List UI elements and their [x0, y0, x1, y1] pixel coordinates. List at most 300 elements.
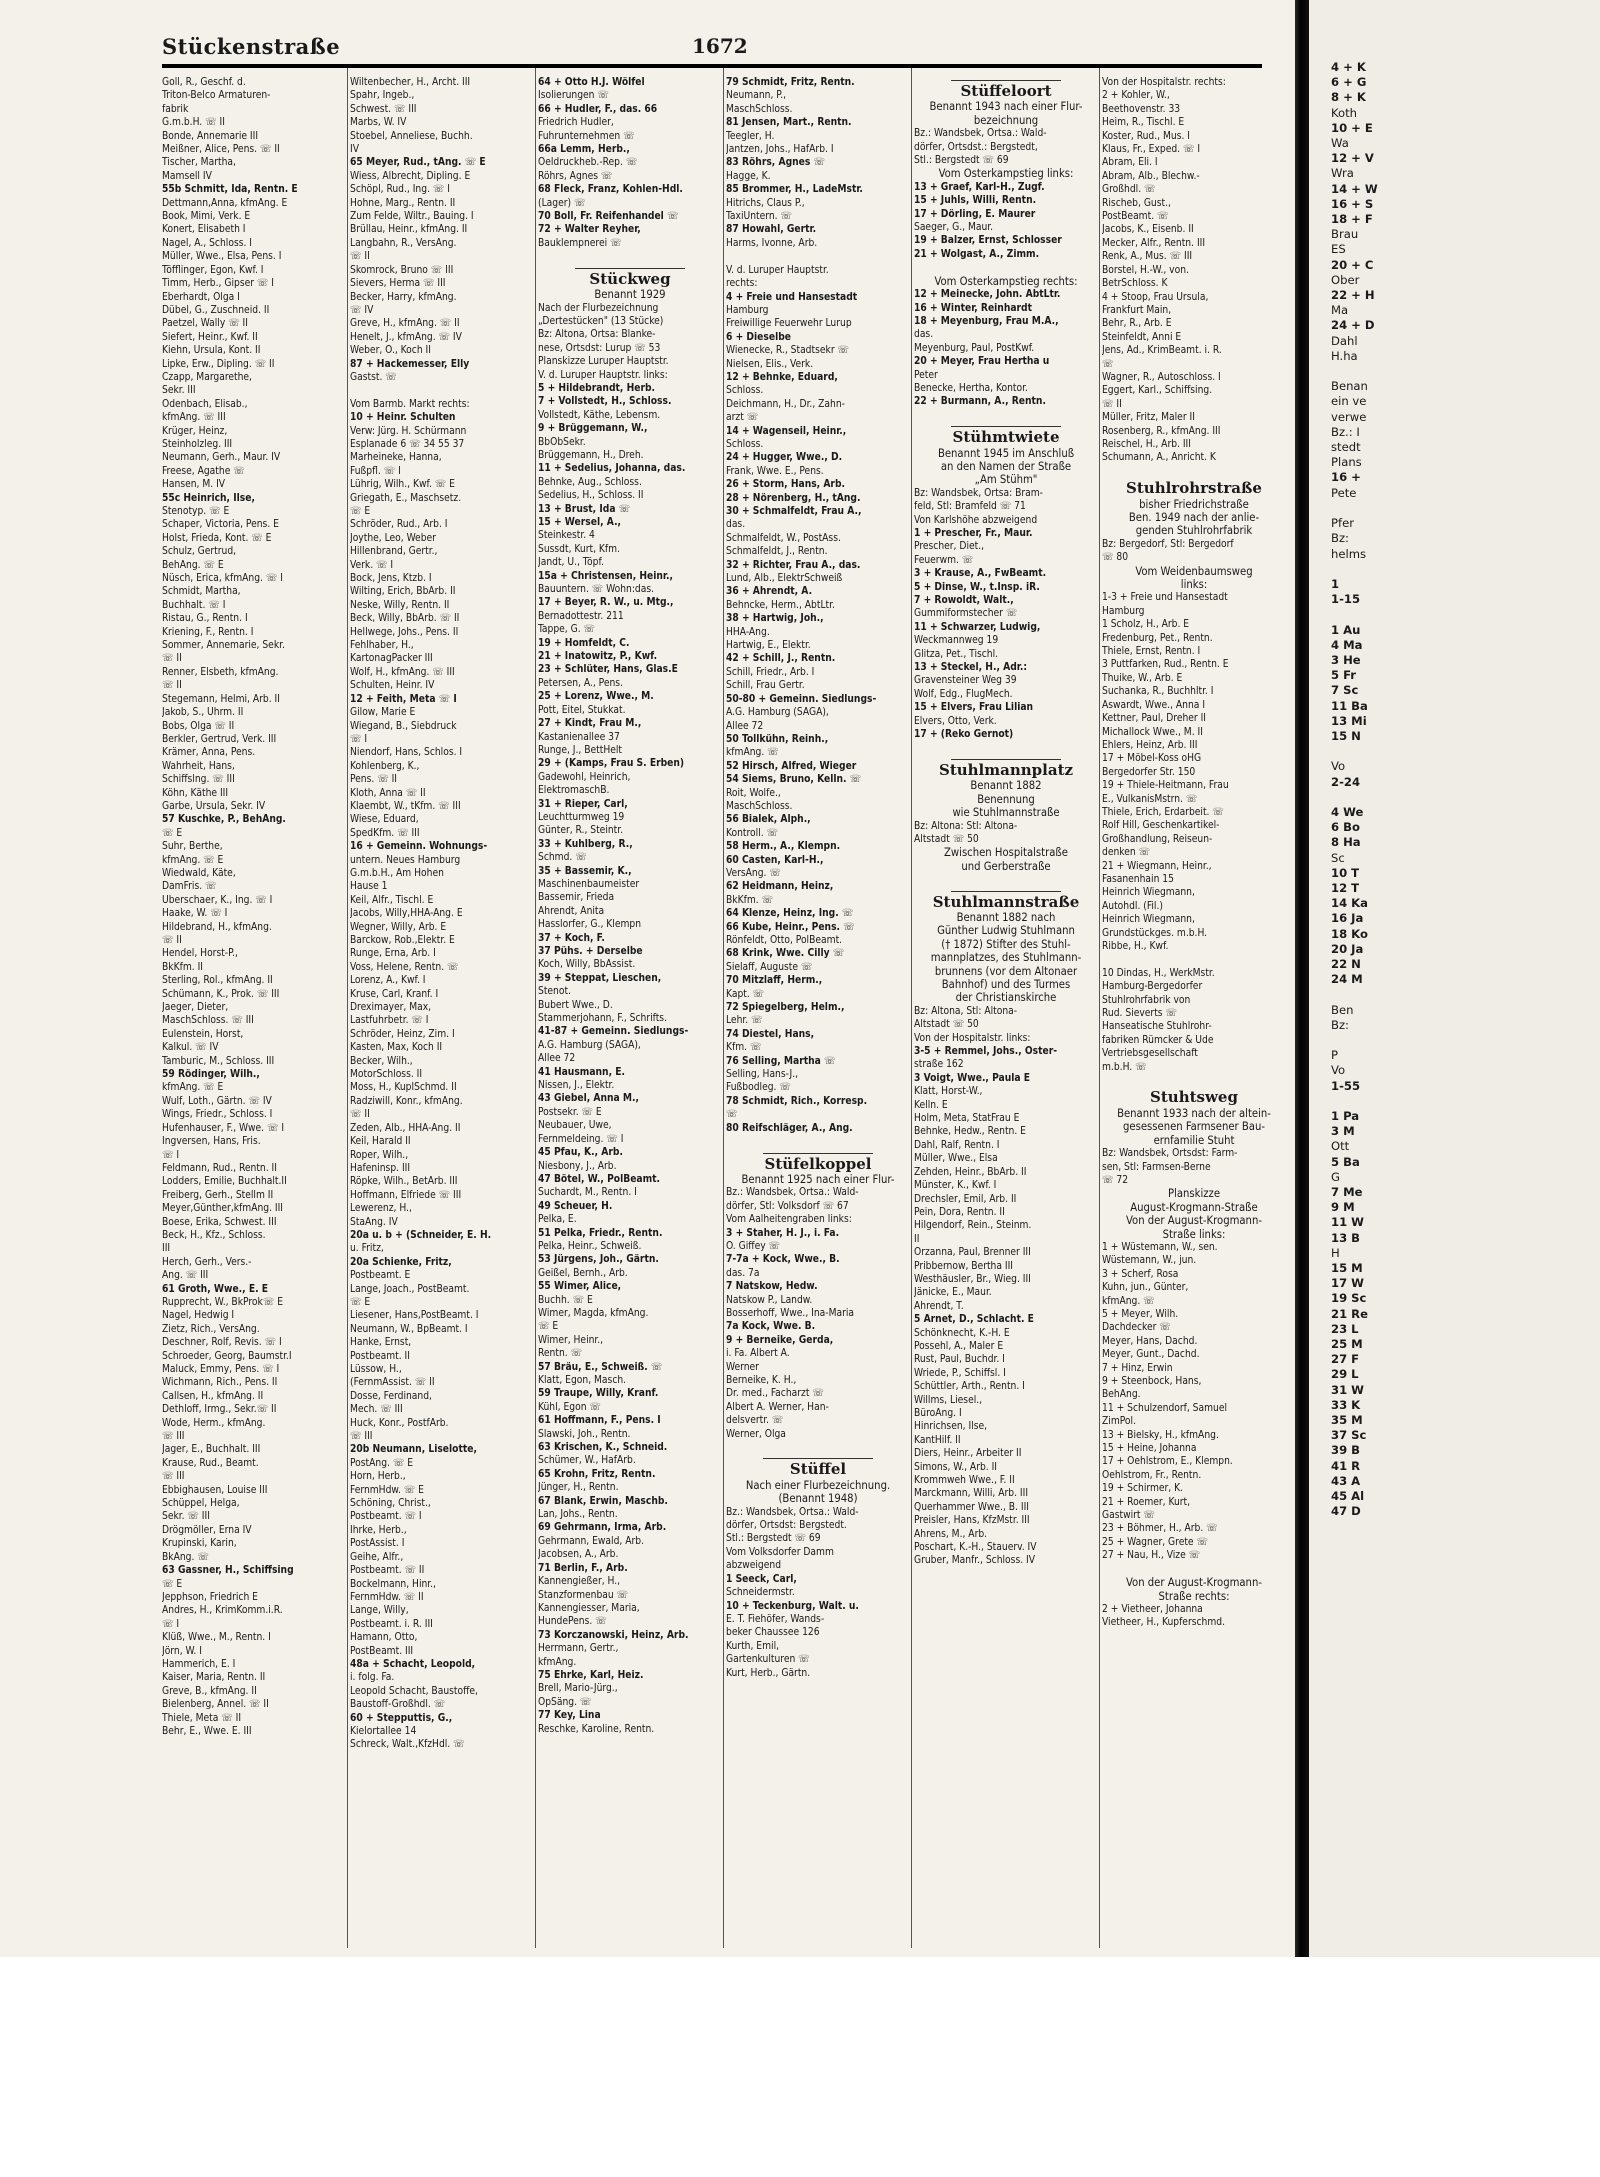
directory-entry: Suchanka, R., Buchhltr. I	[1102, 686, 1214, 698]
directory-entry: 63 Gassner, H., Schiffsing	[162, 1565, 294, 1577]
directory-entry: Jänicke, E., Maur.	[914, 1287, 992, 1299]
directory-entry: 1 Pa	[1331, 1109, 1360, 1124]
column-divider	[723, 68, 724, 1948]
directory-entry: 31 W	[1331, 1382, 1364, 1397]
directory-entry: III	[162, 1243, 171, 1255]
directory-entry: VersAng. ☏	[726, 867, 781, 879]
directory-entry: Bz: Altona, Ortsa: Blanke-	[538, 329, 656, 341]
directory-entry: 72 + Walter Reyher,	[538, 224, 641, 236]
directory-entry: 9 + Berneike, Gerda,	[726, 1334, 834, 1346]
directory-entry: Fußbodleg. ☏	[726, 1082, 791, 1094]
directory-entry: Saeger, G., Maur.	[914, 222, 994, 234]
directory-entry: 39 + Steppat, Lieschen,	[538, 972, 662, 984]
directory-entry: Hagge, K.	[726, 170, 771, 182]
directory-entry: Wüstemann, W., jun.	[1102, 1255, 1197, 1267]
directory-entry: Klatt, Horst-W.,	[914, 1086, 983, 1098]
directory-column-5	[914, 76, 1098, 1956]
directory-entry: BkAng. ☏	[162, 1551, 209, 1563]
directory-entry: Sc	[1331, 850, 1345, 865]
directory-entry: E. T. Fiehöfer, Wands-	[726, 1613, 825, 1625]
directory-entry: Benecke, Hertha, Kontor.	[914, 382, 1028, 394]
directory-entry: (Lager) ☏	[538, 197, 586, 209]
directory-entry: Barckow, Rob.,Elektr. E	[350, 935, 455, 946]
directory-entry: 2 + Kohler, W.,	[1102, 90, 1170, 102]
directory-entry: 21 + Roemer, Kurt,	[1102, 1496, 1191, 1508]
directory-entry: Jacobs, K., Eisenb. II	[1102, 224, 1194, 236]
directory-entry: Hamburg	[726, 304, 769, 316]
street-note: gesessenen Farmsener Bau-	[1123, 1120, 1265, 1134]
directory-entry: Hellwege, Johs., Pens. II	[350, 626, 459, 638]
directory-entry: Rolf Hill, Geschenkartikel-	[1102, 820, 1220, 832]
directory-entry: 3 + Staher, H. J., i. Fa.	[726, 1227, 840, 1239]
directory-entry: Deschner, Rolf, Revis. ☏ I	[162, 1337, 282, 1349]
directory-entry: Neumann, P.,	[726, 90, 787, 102]
directory-entry: Schulten, Heinr. IV	[350, 680, 435, 692]
directory-entry: Hilgendorf, Rein., Steinm.	[914, 1220, 1032, 1232]
column-divider	[1099, 68, 1100, 1948]
directory-entry: verwe	[1331, 409, 1367, 424]
directory-entry: Pens. ☏ II	[350, 774, 397, 786]
directory-entry: Rosenberg, R., kfmAng. III	[1102, 425, 1221, 437]
directory-entry: Kapt. ☏	[726, 988, 765, 1000]
directory-entry: Skomrock, Bruno ☏ III	[350, 264, 454, 276]
directory-entry: Simons, W., Arb. II	[914, 1461, 998, 1473]
spacer	[914, 742, 1098, 755]
directory-entry: StaAng. IV	[350, 1216, 398, 1228]
directory-entry: kfmAng. ☏ E	[162, 1082, 224, 1094]
directory-entry: Triton-Belco Armaturen-	[162, 90, 271, 102]
directory-entry: Hamburg-Bergedorfer	[1102, 981, 1203, 993]
directory-entry: Schmd. ☏	[538, 852, 587, 864]
directory-entry: Willms, Liesel.,	[914, 1394, 983, 1406]
directory-entry: 5 + Dinse, W., t.Insp. iR.	[914, 581, 1040, 593]
directory-entry: Liesener, Hans,PostBeamt. I	[350, 1310, 479, 1322]
facing-page	[1309, 0, 1600, 1957]
directory-entry: Schöning, Christ.,	[350, 1498, 431, 1510]
street-note: Vom Osterkampstieg links:	[938, 167, 1074, 181]
directory-entry: Beck, Willy, BbArb. ☏ II	[350, 613, 460, 625]
street-heading: Stüfelkoppel	[764, 1154, 872, 1173]
directory-entry: Gartenkulturen ☏	[726, 1654, 810, 1666]
directory-entry: Rud. Sieverts ☏	[1102, 1008, 1177, 1020]
directory-entry: stedt	[1331, 440, 1361, 455]
directory-entry: das.	[726, 519, 746, 531]
directory-entry: Gummiformstecher ☏	[914, 608, 1018, 620]
facing-page-column	[1331, 60, 1378, 1520]
directory-entry: 4 We	[1331, 804, 1364, 819]
directory-entry: Sterling, Rol., kfmAng. II	[162, 975, 273, 987]
directory-entry: Ehlers, Heinz, Arb. III	[1102, 739, 1198, 751]
street-heading: Stückweg	[589, 269, 671, 288]
directory-entry: ☏ III	[162, 1471, 185, 1483]
street-note: bezeichnung	[973, 113, 1039, 127]
directory-entry: 14 + W	[1331, 181, 1378, 196]
directory-entry: Meyer, Gunt., Dachd.	[1102, 1349, 1200, 1361]
directory-entry: 87 Howahl, Gertr.	[726, 224, 817, 236]
directory-entry: 66a Lemm, Herb.,	[538, 144, 630, 156]
section-rule	[763, 1153, 873, 1154]
directory-entry: Reischel, H., Arb. III	[1102, 438, 1191, 450]
column-divider	[911, 68, 912, 1948]
directory-entry: Weber, O., Koch II	[350, 345, 431, 357]
directory-entry: Postbeamt. ☏ I	[350, 1511, 422, 1523]
directory-entry: 11 W	[1331, 1215, 1364, 1230]
directory-entry: 15 + Wersel, A.,	[538, 517, 622, 528]
directory-entry: BetrSchloss. K	[1102, 278, 1168, 290]
directory-entry: Kettner, Paul, Dreher II	[1102, 713, 1206, 725]
directory-entry: Kasten, Max, Koch II	[350, 1042, 443, 1054]
directory-entry: 87 + Hackemesser, Elly	[350, 358, 470, 370]
directory-entry: Ober	[1331, 272, 1360, 287]
directory-entry: Odenbach, Elisab.,	[162, 398, 248, 410]
directory-entry: Verw: Jürg. H. Schürmann	[350, 425, 467, 437]
street-heading: Stuhlmannstraße	[932, 892, 1080, 911]
directory-entry: Gastst. ☏	[350, 371, 397, 383]
directory-entry: Possehl, A., Maler E	[914, 1340, 1004, 1352]
directory-entry: Stuhlrohrfabrik von	[1102, 994, 1191, 1006]
directory-entry: Thuike, W., Arb. E	[1102, 672, 1183, 684]
directory-entry: Rentn. ☏	[538, 1348, 583, 1360]
directory-entry: das. 7a	[726, 1267, 760, 1279]
street-note: Straße rechts:	[1158, 1589, 1230, 1603]
directory-entry: 21 + Inatowitz, P., Kwf.	[538, 651, 658, 663]
directory-entry: Jantzen, Johs., HafArb. I	[726, 144, 834, 156]
directory-entry: Buchhalt. ☏ I	[162, 599, 226, 611]
directory-entry: Wegner, Willy, Arb. E	[350, 921, 447, 933]
directory-entry: 22 + H	[1331, 288, 1375, 303]
directory-entry: Rust, Paul, Buchdr. I	[914, 1354, 1005, 1366]
directory-entry: Müller, Wwe., Elsa, Pens. I	[162, 251, 282, 263]
directory-entry: rechts:	[726, 278, 758, 290]
directory-entry: helms	[1331, 546, 1367, 561]
directory-entry: ☏ E	[350, 506, 371, 517]
directory-entry: Lipke, Erw., Dipling. ☏ II	[162, 358, 275, 370]
directory-entry: MaschSchloss.	[726, 103, 793, 115]
directory-entry: Kalkul. ☏ IV	[162, 1042, 219, 1054]
directory-entry: Heim, R., Tischl. E	[1102, 117, 1185, 129]
directory-entry: Freiwillige Feuerwehr Lurup	[726, 318, 852, 330]
directory-entry: 42 + Schill, J., Rentn.	[726, 653, 836, 665]
directory-entry: Vollstedt, Käthe, Lebensm.	[538, 409, 661, 421]
directory-entry: 56 Bialek, Alph.,	[726, 814, 811, 826]
directory-entry: Wra	[1331, 166, 1354, 181]
directory-entry: Gruber, Manfr., Schloss. IV	[914, 1555, 1036, 1567]
directory-entry: Schümer, W., HafArb.	[538, 1455, 636, 1467]
directory-entry: Schumann, A., Anricht. K	[1102, 452, 1216, 464]
spacer	[350, 384, 534, 397]
directory-entry: Boese, Erika, Schwest. III	[162, 1216, 277, 1228]
directory-entry: Steinholzleg. III	[162, 438, 233, 450]
directory-entry: ☏ II	[350, 251, 370, 263]
spacer	[1102, 1563, 1286, 1576]
directory-entry: Roit, Wolfe.,	[726, 787, 781, 799]
directory-entry: 72 Spiegelberg, Helm.,	[726, 1002, 845, 1014]
directory-entry: Eggert, Karl., Schiffsing.	[1102, 385, 1213, 397]
directory-entry: 59 Rödinger, Wilh.,	[162, 1069, 260, 1081]
directory-entry: 4 + Freie und Hansestadt	[726, 291, 858, 303]
directory-entry: Schulz, Gertrud,	[162, 546, 237, 558]
directory-entry: 3 Voigt, Wwe., Paula E	[914, 1072, 1031, 1084]
directory-entry: Elvers, Otto, Verk.	[914, 715, 997, 727]
directory-entry: ES	[1331, 242, 1346, 257]
directory-entry: Schwest. ☏ III	[350, 103, 417, 115]
directory-entry: Pein, Dora, Rentn. II	[914, 1206, 1005, 1218]
directory-entry: Querhammer Wwe., B. III	[914, 1501, 1029, 1513]
directory-entry: Wa	[1331, 136, 1349, 151]
directory-entry: Bz.: I	[1331, 424, 1360, 439]
directory-entry: 32 + Richter, Frau A., das.	[726, 559, 861, 571]
directory-entry: 67 Blank, Erwin, Maschb.	[538, 1495, 668, 1507]
street-note: Benannt 1943 nach einer Flur-	[929, 100, 1083, 114]
directory-entry: Bubert Wwe., D.	[538, 999, 613, 1011]
directory-entry: 23 + Böhmer, H., Arb. ☏	[1102, 1523, 1218, 1535]
street-note: Vom Weidenbaumsweg	[1135, 564, 1253, 578]
street-note: der Christianskirche	[955, 991, 1057, 1005]
directory-entry: PostAng. ☏ E	[350, 1457, 414, 1469]
directory-entry: Tischer, Martha,	[162, 157, 236, 169]
directory-entry: 74 Diestel, Hans,	[726, 1028, 815, 1040]
directory-entry: Greve, H., kfmAng. ☏ II	[350, 318, 460, 330]
directory-entry: Ingversen, Hans, Fris.	[162, 1136, 261, 1148]
directory-entry: Spahr, Ingeb.,	[350, 90, 415, 102]
directory-entry: Bz: Bergedorf, Stl: Bergedorf	[1102, 538, 1234, 550]
directory-entry: Siefert, Heinr., Kwf. II	[162, 331, 258, 343]
directory-entry: Czapp, Margarethe,	[162, 371, 252, 383]
directory-entry: Schüttler, Arth., Rentn. I	[914, 1381, 1025, 1393]
directory-entry: 68 Krink, Wwe. Cilly ☏	[726, 948, 845, 960]
directory-entry: Hammerich, E. I	[162, 1658, 236, 1670]
directory-entry: Hause 1	[350, 881, 388, 893]
directory-entry: 1 Au	[1331, 622, 1361, 637]
directory-entry: G	[1331, 1169, 1340, 1184]
street-note: Benannt 1925 nach einer Flur-	[741, 1172, 895, 1186]
directory-entry: Harms, Ivonne, Arb.	[726, 237, 818, 249]
directory-entry: Ebbighausen, Louise III	[162, 1484, 268, 1496]
directory-entry: FernmHdw. ☏ II	[350, 1591, 424, 1603]
directory-entry: i. Fa. Albert A.	[726, 1348, 790, 1360]
spacer	[1331, 607, 1378, 622]
header-rule	[162, 64, 1262, 68]
directory-entry: Diers, Heinr., Arbeiter II	[914, 1448, 1022, 1460]
directory-column-6-hidden	[1102, 76, 1286, 1956]
directory-entry: KartonagPacker III	[350, 653, 433, 665]
directory-entry: Herch, Gerh., Vers.-	[162, 1256, 252, 1268]
directory-entry: ☏ II	[350, 1109, 370, 1121]
spacer	[1331, 562, 1378, 577]
directory-entry: Radziwill, Konr., kfmAng.	[350, 1095, 463, 1107]
directory-entry: Horn, Herb.,	[350, 1471, 406, 1483]
directory-entry: Sussdt, Kurt, Kfm.	[538, 543, 620, 555]
directory-entry: 11 Ba	[1331, 698, 1368, 713]
directory-entry: Jacobsen, A., Arb.	[538, 1549, 619, 1561]
directory-entry: 19 + Thiele-Heitmann, Frau	[1102, 780, 1229, 792]
directory-entry: Kannengießer, H.,	[538, 1576, 621, 1588]
street-heading: Stüffeloort	[960, 82, 1052, 100]
directory-entry: 65 Meyer, Rud., tAng. ☏ E	[350, 157, 486, 169]
directory-entry: Sekr. ☏ III	[162, 1511, 210, 1523]
directory-entry: Eberhardt, Olga I	[162, 291, 240, 303]
directory-entry: 16 + S	[1331, 196, 1374, 211]
directory-entry: 20b Neumann, Liselotte,	[350, 1444, 477, 1456]
directory-entry: 9 + Steenbock, Hans,	[1102, 1376, 1202, 1387]
directory-entry: Schloss.	[726, 438, 764, 450]
directory-entry: HundePens. ☏	[538, 1616, 607, 1628]
spacer	[1331, 501, 1378, 516]
directory-entry: Pfer	[1331, 516, 1354, 531]
directory-entry: Meißner, Alice, Pens. ☏ II	[162, 144, 280, 156]
directory-entry: 62 Heidmann, Heinz,	[726, 881, 834, 893]
directory-entry: Hanke, Ernst,	[350, 1337, 412, 1349]
directory-entry: Heinrich Wiegmann,	[1102, 887, 1195, 899]
directory-entry: Michallock Wwe., M. II	[1102, 726, 1203, 738]
directory-entry: Herrmann, Gertr.,	[538, 1643, 619, 1655]
directory-entry: Lange, Joach., PostBeamt.	[350, 1283, 470, 1295]
directory-entry: Bz:	[1331, 531, 1349, 546]
directory-entry: 13 + Graef, Karl-H., Zugf.	[914, 181, 1045, 193]
directory-entry: Eulenstein, Horst,	[162, 1028, 244, 1040]
directory-entry: 52 Hirsch, Alfred, Wieger	[726, 760, 857, 772]
directory-entry: Nach der Flurbezeichnung	[538, 302, 659, 314]
directory-entry: Kruse, Carl, Kranf. I	[350, 988, 439, 1000]
directory-entry: Wienecke, R., Stadtsekr ☏	[726, 345, 849, 357]
directory-entry: 3 + Scherf, Rosa	[1102, 1268, 1179, 1280]
directory-entry: 78 Schmidt, Rich., Korresp.	[726, 1095, 868, 1107]
directory-entry: A.G. Hamburg (SAGA),	[538, 1039, 641, 1051]
directory-entry: Verk. ☏ I	[350, 559, 394, 571]
directory-entry: Bernadottestr. 211	[538, 610, 624, 622]
spacer	[1331, 1033, 1378, 1048]
directory-entry: Fußpfl. ☏ I	[350, 465, 401, 477]
directory-entry: Brüggemann, H., Dreh.	[538, 449, 644, 461]
directory-entry: Neumann, Gerh., Maur. IV	[162, 452, 281, 464]
directory-entry: Wiedwald, Käte,	[162, 867, 236, 879]
directory-entry: ZimPol.	[1102, 1416, 1136, 1428]
directory-entry: ☏ E	[162, 1578, 183, 1590]
street-note: „Am Stühm"	[974, 473, 1038, 487]
directory-entry: Großhandlung, Reiseun-	[1102, 833, 1213, 845]
spacer	[1331, 744, 1378, 759]
directory-entry: 11 + Schwarzer, Ludwig,	[914, 621, 1041, 633]
directory-entry: Lüssow, H.,	[350, 1364, 402, 1375]
directory-entry: Von der Hospitalstr. rechts:	[1102, 77, 1226, 88]
directory-entry: 14 Ka	[1331, 896, 1368, 911]
directory-entry: 10 + E	[1331, 120, 1373, 135]
spacer	[1331, 364, 1378, 379]
directory-entry: 29 L	[1331, 1367, 1359, 1382]
directory-entry: Nagel, Hedwig I	[162, 1310, 235, 1322]
street-note: († 1872) Stifter des Stuhl-	[941, 937, 1071, 951]
directory-entry: 85 Brommer, H., LadeMstr.	[726, 184, 863, 196]
directory-entry: 33 K	[1331, 1397, 1361, 1412]
directory-entry: dörfer, Ortsdst.: Bergstedt,	[914, 141, 1038, 153]
directory-entry: Voss, Helene, Rentn. ☏	[350, 961, 459, 973]
directory-entry: Vertriebsgesellschaft	[1102, 1048, 1198, 1060]
directory-entry: Fernmeldeing. ☏ I	[538, 1133, 624, 1145]
directory-entry: Bauuntern. ☏ Wohn:das.	[538, 584, 655, 596]
directory-entry: 9 + Brüggemann, W.,	[538, 423, 648, 435]
directory-entry: Vo	[1331, 759, 1346, 774]
directory-entry: Koch, Willy, BbAssist.	[538, 959, 636, 971]
directory-entry: Kriening, F., Rentn. I	[162, 626, 254, 638]
directory-entry: Mamsell IV	[162, 170, 212, 182]
directory-entry: Petersen, A., Pens.	[538, 677, 623, 689]
directory-entry: Zum Felde, Wiltr., Bauing. I	[350, 211, 474, 223]
page-number: 1672	[692, 34, 748, 58]
street-note: bisher Friedrichstraße	[1139, 497, 1249, 511]
directory-entry: MaschSchloss.	[726, 800, 793, 812]
directory-entry: 66 + Hudler, F., das. 66	[538, 103, 658, 115]
directory-entry: Feuerwm. ☏	[914, 554, 974, 566]
directory-entry: Schröder, Rud., Arb. I	[350, 519, 448, 531]
directory-entry: Buchh. ☏ E	[538, 1294, 593, 1306]
directory-entry: Aswardt, Wwe., Anna I	[1102, 699, 1206, 711]
directory-entry: Mecker, Alfr., Rentn. III	[1102, 237, 1206, 249]
directory-entry: BkKfm. II	[162, 961, 203, 973]
directory-entry: 13 Mi	[1331, 713, 1367, 728]
directory-entry: Renner, Elsbeth, kfmAng.	[162, 666, 279, 678]
directory-entry: 35 M	[1331, 1413, 1363, 1428]
directory-entry: kfmAng.	[538, 1656, 577, 1668]
directory-entry: Pelka, E.	[538, 1214, 577, 1226]
directory-entry: Grundstückges. m.b.H.	[1102, 927, 1208, 939]
directory-entry: 50-80 + Gemeinn. Siedlungs-	[726, 693, 877, 705]
directory-entry: Deichmann, H., Dr., Zahn-	[726, 398, 845, 410]
directory-entry: Slawski, Joh., Rentn.	[538, 1428, 631, 1440]
directory-entry: 17 + Möbel-Koss oHG	[1102, 753, 1202, 765]
directory-entry: Werner	[726, 1361, 759, 1373]
directory-entry: Behr, E., Wwe. E. III	[162, 1725, 252, 1737]
directory-entry: 19 + Balzer, Ernst, Schlosser	[914, 235, 1062, 247]
street-note: links:	[1180, 578, 1208, 592]
directory-entry: Suhr, Berthe,	[162, 841, 223, 853]
directory-entry: Gilow, Marie E	[350, 707, 416, 719]
directory-entry: Book, Mimi, Verk. E	[162, 211, 251, 223]
directory-entry: 21 + Wolgast, A., Zimm.	[914, 248, 1040, 260]
directory-entry: 15 + Heine, Johanna	[1102, 1443, 1197, 1455]
spacer	[538, 250, 722, 263]
directory-entry: Maluck, Emmy, Pens. ☏ I	[162, 1364, 280, 1375]
directory-entry: 73 Korczanowski, Heinz, Arb.	[538, 1629, 689, 1641]
directory-entry: Lodders, Emilie, Buchhalt.II	[162, 1176, 287, 1188]
directory-entry: 27 + Kindt, Frau M.,	[538, 718, 642, 730]
directory-entry: Rönfeldt, Otto, PolBeamt.	[726, 935, 843, 946]
directory-entry: Wilting, Erich, BbArb. II	[350, 586, 456, 598]
directory-entry: Zietz, Rich., VersAng.	[162, 1323, 260, 1335]
directory-entry: Niesbony, J., Arb.	[538, 1160, 617, 1172]
directory-entry: Stegemann, Helmi, Arb. II	[162, 693, 280, 705]
directory-entry: Jepphson, Friedrich E	[162, 1591, 258, 1603]
directory-entry: Kuhn, jun., Günter,	[1102, 1282, 1189, 1294]
directory-entry: Stammerjohann, F., Schrifts.	[538, 1013, 667, 1025]
directory-entry: Hanseatische Stuhlrohr-	[1102, 1021, 1212, 1033]
directory-entry: 15a + Christensen, Heinr.,	[538, 570, 673, 582]
directory-entry: 53 Jürgens, Joh., Gärtn.	[538, 1254, 659, 1266]
directory-entry: A.G. Hamburg (SAGA),	[726, 707, 829, 719]
directory-entry: V. d. Luruper Hauptstr. links:	[538, 369, 668, 381]
directory-entry: Neumann, W., BpBeamt. I	[350, 1323, 468, 1335]
directory-entry: Bergedorfer Str. 150	[1102, 766, 1196, 778]
directory-entry: 39 B	[1331, 1443, 1361, 1458]
directory-entry: Röhrs, Agnes ☏	[538, 170, 613, 182]
directory-entry: Krämer, Anna, Pens.	[162, 747, 256, 759]
directory-entry: Kontroll. ☏	[726, 827, 779, 839]
directory-entry: Berkler, Gertrud, Verk. III	[162, 733, 277, 745]
directory-entry: Jacobs, Willy,HHA-Ang. E	[350, 908, 463, 920]
directory-entry: ☏ 80	[1102, 552, 1129, 564]
directory-entry: 15 + Juhls, Willi, Rentn.	[914, 195, 1037, 207]
directory-entry: 13 + Brust, Ida ☏	[538, 503, 631, 515]
directory-entry: Postbeamt. II	[350, 1350, 410, 1362]
